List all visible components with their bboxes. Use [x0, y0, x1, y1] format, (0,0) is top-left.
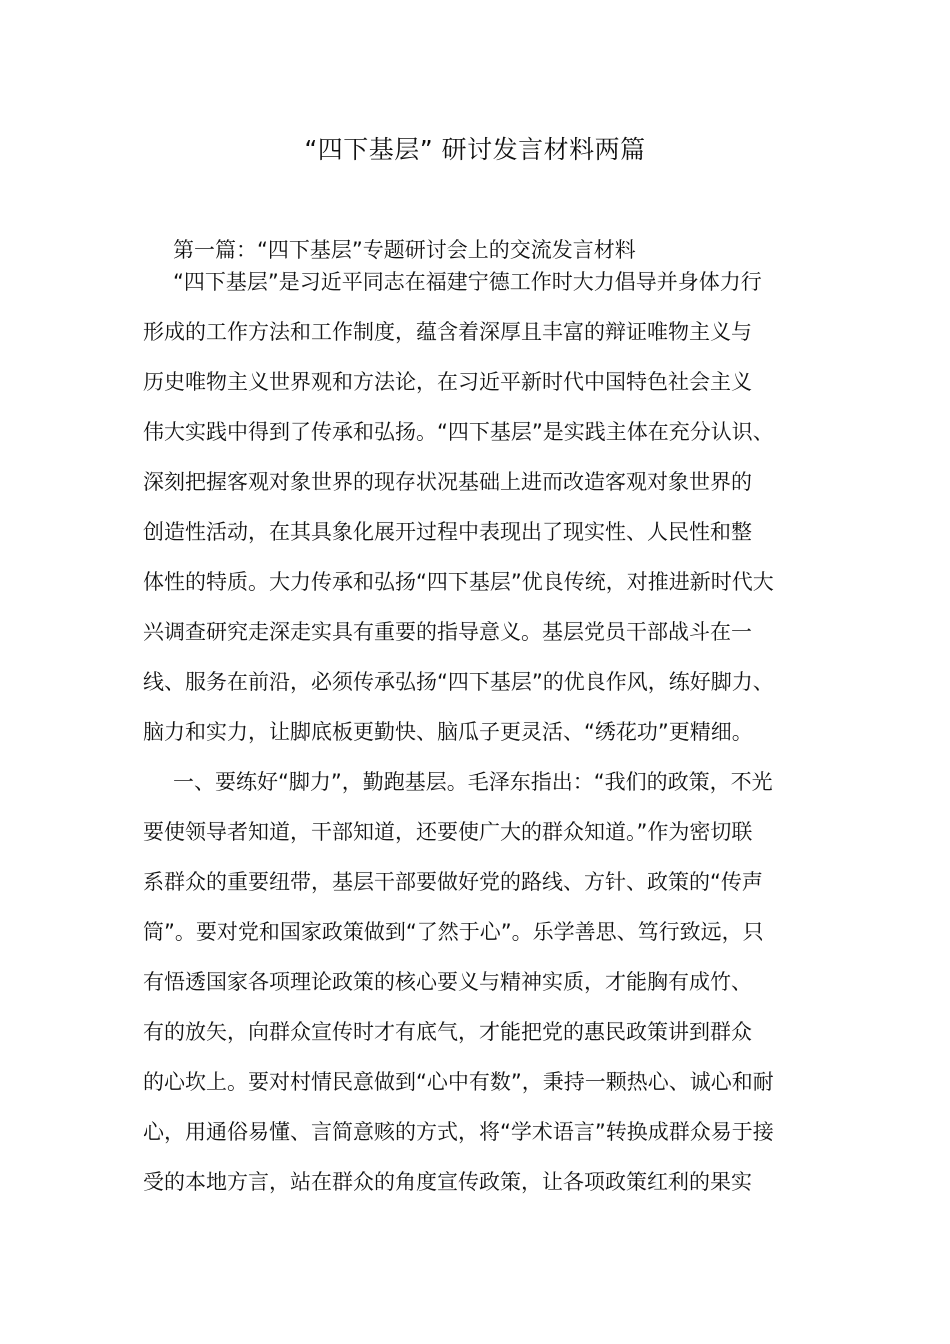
- body-text: [143, 257, 808, 1207]
- paragraph-line: 创造性活动，在其具象化展开过程中表现出了现实性、人民性和整: [143, 520, 752, 544]
- paragraph-line: 受的本地方言，站在群众的角度宣传政策，让各项政策红利的果实: [143, 1170, 752, 1194]
- paragraph-line: 历史唯物主义世界观和方法论，在习近平新时代中国特色社会主义: [143, 370, 752, 394]
- paragraph-line: 伟大实践中得到了传承和弘扬。“四下基层”是实践主体在充分认识、: [143, 420, 774, 444]
- paragraph-line: 一、要练好“脚力”，勤跑基层。毛泽东指出：“我们的政策，不光: [173, 770, 773, 794]
- paragraph-line: 的心坎上。要对村情民意做到“心中有数”，秉持一颗热心、诚心和耐: [143, 1070, 774, 1094]
- paragraph-line: 形成的工作方法和工作制度，蕴含着深厚且丰富的辩证唯物主义与: [143, 320, 752, 344]
- paragraph-line: 系群众的重要纽带，基层干部要做好党的路线、方针、政策的“传声: [143, 870, 763, 894]
- paragraph-line: 深刻把握客观对象世界的现存状况基础上进而改造客观对象世界的: [143, 470, 752, 494]
- paragraph-line: 兴调查研究走深走实具有重要的指导意义。基层党员干部战斗在一: [143, 620, 752, 644]
- paragraph-line: 线、服务在前沿，必须传承弘扬“四下基层”的优良作风，练好脚力、: [143, 670, 774, 694]
- paragraph-line: 心，用通俗易懂、言简意赅的方式，将“学术语言”转换成群众易于接: [143, 1120, 774, 1144]
- section-heading: 第一篇：“四下基层”专题研讨会上的交流发言材料: [173, 238, 636, 262]
- paragraph-line: 有的放矢，向群众宣传时才有底气，才能把党的惠民政策讲到群众: [143, 1020, 752, 1044]
- paragraph-line: 筒”。要对党和国家政策做到“了然于心”。乐学善思、笃行致远，只: [143, 920, 764, 944]
- document-title: “四下基层” 研讨发言材料两篇: [304, 135, 646, 164]
- paragraph-line: 有悟透国家各项理论政策的核心要义与精神实质，才能胸有成竹、: [143, 970, 752, 994]
- paragraph-line: 要使领导者知道，干部知道，还要使广大的群众知道。”作为密切联: [143, 820, 753, 844]
- paragraph-line: 体性的特质。大力传承和弘扬“四下基层”优良传统，对推进新时代大: [143, 570, 774, 594]
- paragraph-line: 脑力和实力，让脚底板更勤快、脑瓜子更灵活、“绣花功”更精细。: [143, 720, 753, 744]
- paragraph-line: “四下基层”是习近平同志在福建宁德工作时大力倡导并身体力行: [173, 270, 762, 294]
